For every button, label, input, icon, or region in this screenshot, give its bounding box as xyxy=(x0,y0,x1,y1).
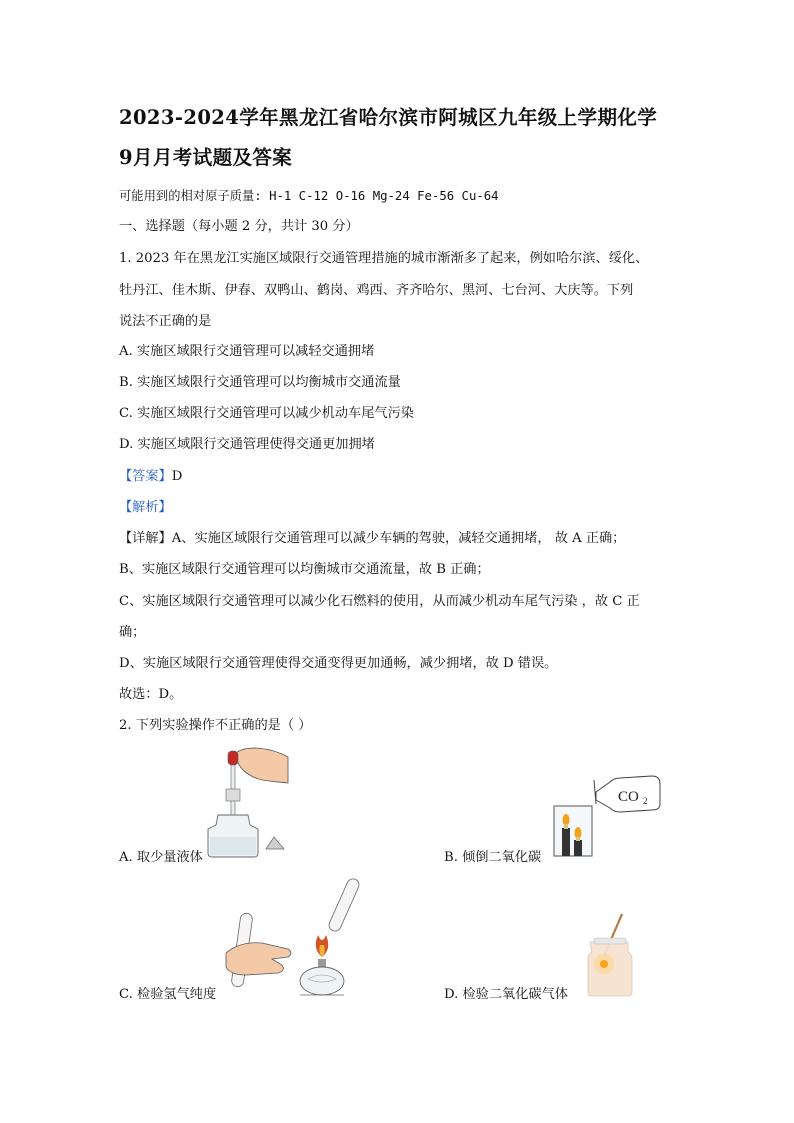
q2-option-b: B. 倾倒二氧化碳 xyxy=(444,850,542,865)
answer-tag: 【答案】 xyxy=(119,469,172,484)
co2-label: CO xyxy=(618,789,639,805)
q1-answer xyxy=(119,468,182,486)
q2-option-a: A. 取少量液体 xyxy=(119,850,203,865)
q1-detail-d: D、实施区域限行交通管理使得交通变得更加通畅，减少拥堵，故 D 错误。 xyxy=(119,656,558,671)
q1-stem: 1. 2023 年在黑龙江实施区域限行交通管理措施的城市渐渐多了起来，例如哈尔滨、绥化、 xyxy=(119,251,649,266)
q1-detail-c: C、实施区域限行交通管理可以减少化石燃料的使用，从而减少机动车尾气污染 ，故 C 正 xyxy=(119,594,640,609)
co2-test-match-illustration xyxy=(584,912,636,998)
detail-tag: 【详解】 xyxy=(119,531,172,546)
q1-stem: 牡丹江、佳木斯、伊春、双鸭山、鹤岗、鸡西、齐齐哈尔、黑河、七台河、大庆等。下列 xyxy=(119,283,634,298)
hydrogen-purity-test-illustration xyxy=(222,875,364,1000)
q1-detail-b: B、实施区域限行交通管理可以均衡城市交通流量，故 B 正确； xyxy=(119,562,490,577)
q2-option-c: C. 检验氢气纯度 xyxy=(119,987,217,1002)
co2-label-sub: 2 xyxy=(643,796,648,806)
q1-option-b: B. 实施区域限行交通管理可以均衡城市交通流量 xyxy=(119,375,401,390)
analysis-tag: 【解析】 xyxy=(119,500,172,515)
q1-detail-a xyxy=(119,530,625,548)
q1-option-c: C. 实施区域限行交通管理可以减少机动车尾气污染 xyxy=(119,406,414,421)
q1-option-a: A. 实施区域限行交通管理可以减轻交通拥堵 xyxy=(119,344,375,359)
q2-option-d: D. 检验二氧化碳气体 xyxy=(444,987,568,1002)
q1-detail-c-cont: 确； xyxy=(119,625,146,640)
co2-pouring-illustration xyxy=(552,770,664,865)
q1-option-d: D. 实施区域限行交通管理使得交通更加拥堵 xyxy=(119,437,375,452)
q1-conclusion: 故选：D。 xyxy=(119,687,183,702)
answer-value: D xyxy=(171,469,183,484)
detail-a-text: A、实施区域限行交通管理可以减少车辆的驾驶，减轻交通拥堵， 故 A 正确； xyxy=(171,531,626,546)
q2-stem: 2. 下列实验操作不正确的是（ ） xyxy=(119,718,312,733)
q1-stem: 说法不正确的是 xyxy=(119,314,212,329)
section-heading: 一、选择题（每小题 2 分，共计 30 分） xyxy=(119,219,359,234)
dropper-bottle-illustration xyxy=(200,745,300,860)
page-title-line2: 9月月考试题及答案 xyxy=(119,146,293,169)
page-title: 2023-2024学年黑龙江省哈尔滨市阿城区九年级上学期化学 xyxy=(119,106,658,129)
atomic-masses: 可能用到的相对原子质量: H-1 C-12 O-16 Mg-24 Fe-56 Cu-64 xyxy=(119,189,499,203)
